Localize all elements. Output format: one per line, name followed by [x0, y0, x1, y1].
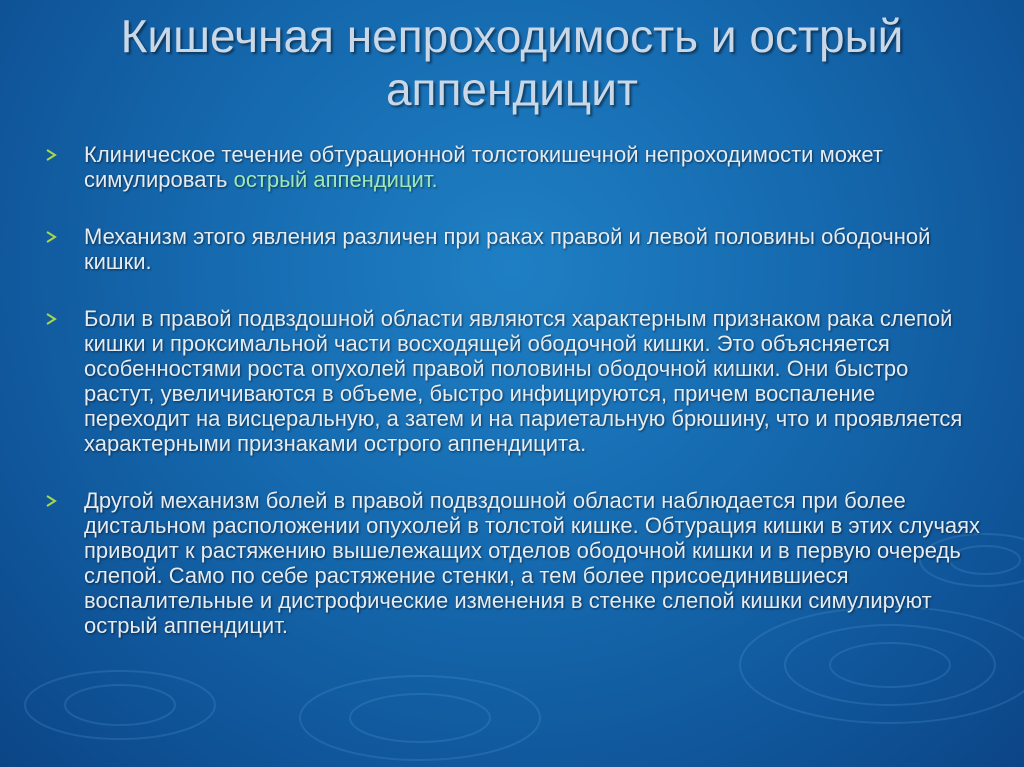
bullet-arrow-icon [45, 149, 57, 161]
bullet-text: Боли в правой подвздошной области являются характерным признаком рака слепой кишки и проксимальной части восходящей ободочной кишки. Это объясняется особенностями роста опухолей правой половины ободочной кишки. Они быстро растут, увеличиваются в объеме, быстро инфицируются, причем воспаление переходит на висцеральную, а затем и на париетальную брюшину, что и проявляется характерными признаками острого аппендицита. [84, 306, 963, 456]
slide-title: Кишечная непроходимость и острый аппендицит [120, 10, 904, 115]
bullet-arrow-icon [45, 495, 57, 507]
bullet-item [45, 224, 985, 274]
bullet-item [45, 306, 985, 456]
bullet-text: Другой механизм болей в правой подвздошной области наблюдается при более дистальном расположении опухолей в толстой кишке. Обтурация кишки в этих случаях приводит к растяжению вышележащих отделов ободочной кишки и в первую очередь слепой. Само по себе растяжение стенки, а тем более присоединившиеся воспалительные и дистрофические изменения в стенке слепой кишки симулируют острый аппендицит. [84, 488, 981, 638]
bullet-text: Механизм этого явления различен при раках правой и левой половины ободочной кишки. [84, 224, 931, 274]
bullet-arrow-icon [45, 231, 57, 243]
bullet-arrow-icon [45, 313, 57, 325]
bullet-highlight-text: острый аппендицит. [233, 167, 438, 192]
bullet-list [45, 142, 985, 638]
bullet-item [45, 488, 985, 638]
bullet-item [45, 142, 985, 192]
bullet-text: Клиническое течение обтурационной толстокишечной непроходимости может симулировать [84, 142, 883, 192]
